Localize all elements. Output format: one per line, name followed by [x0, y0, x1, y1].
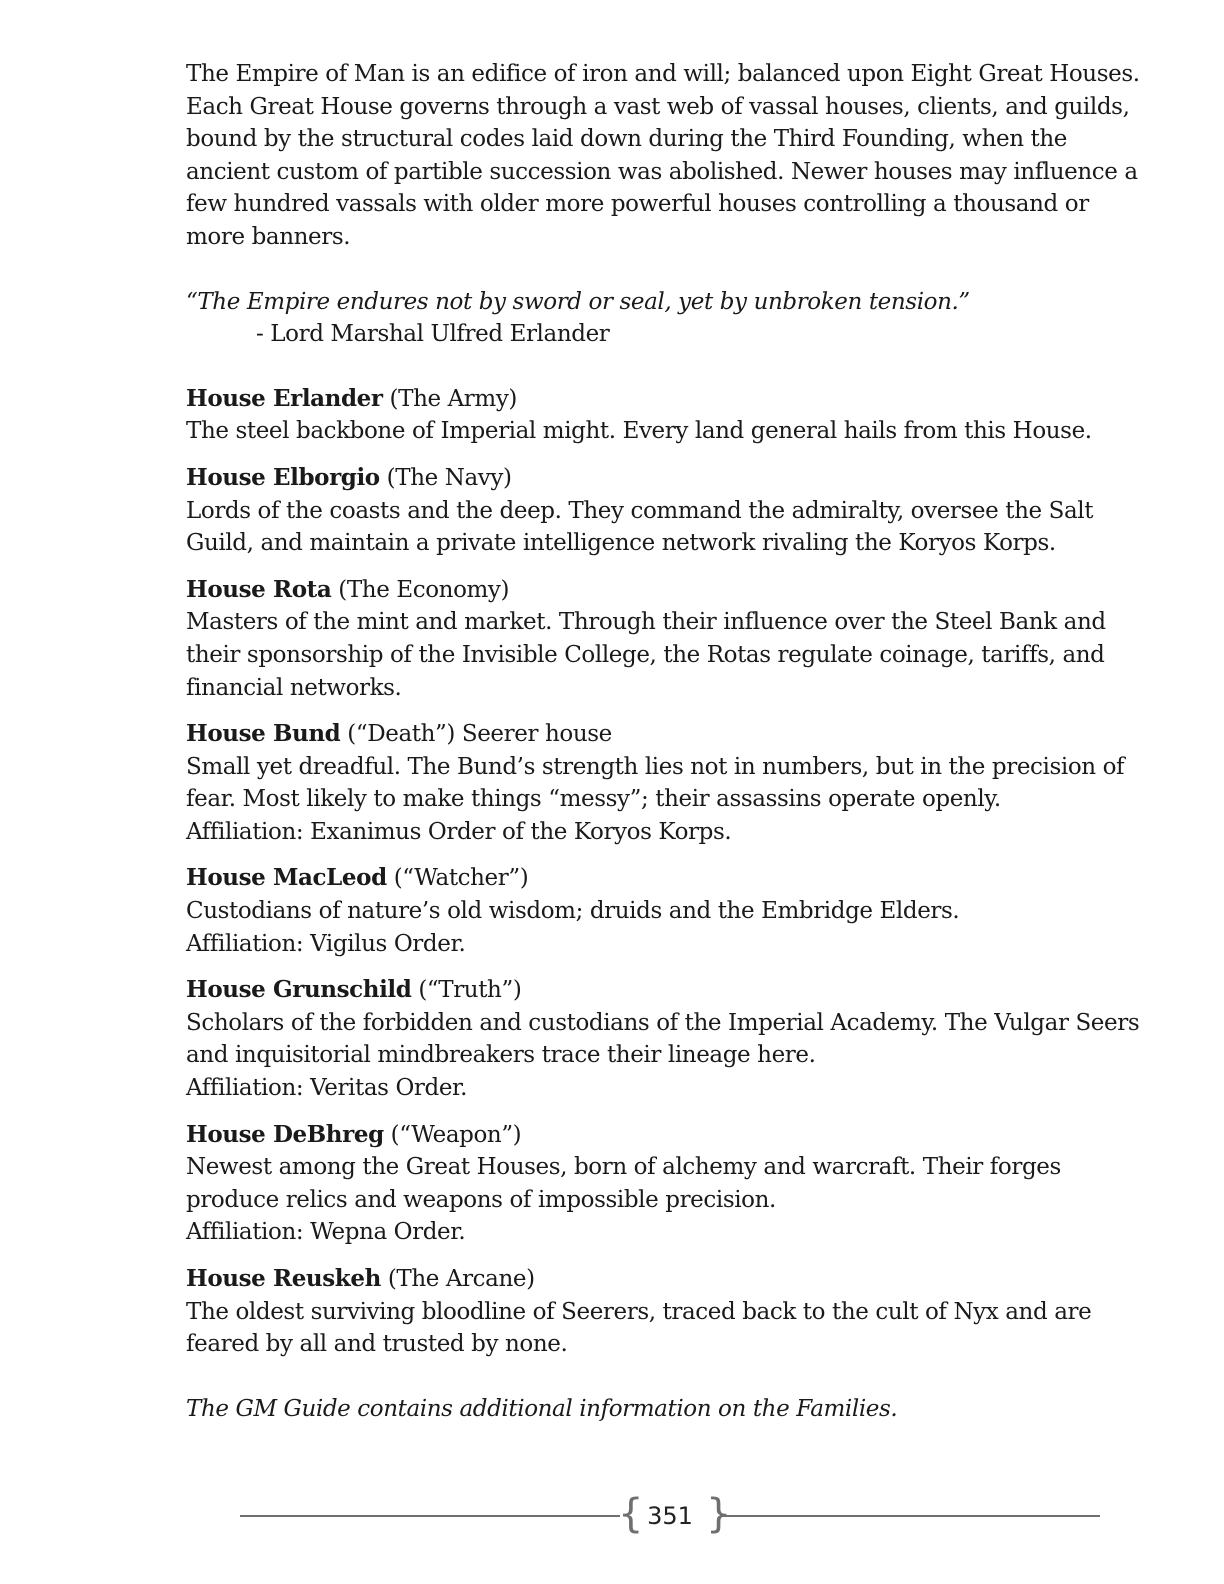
- house-description: The oldest surviving bloodline of Seerers, traced back to the cult of Nyx and are feared by all and trusted by none.: [186, 1298, 1092, 1358]
- house-name: House Grunschild: [186, 976, 412, 1004]
- house-affiliation: Affiliation: Exanimus Order of the Koryos Korps.: [186, 818, 732, 845]
- house-affiliation: Affiliation: Wepna Order.: [186, 1219, 466, 1246]
- page-number: 351: [647, 1502, 693, 1530]
- house-name: House Bund: [186, 720, 341, 748]
- house-entry: [186, 574, 1146, 704]
- epigraph-quote: “The Empire endures not by sword or seal, yet by unbroken tension.”: [186, 288, 970, 315]
- house-name: House MacLeod: [186, 864, 387, 892]
- right-brace-ornament: }: [706, 1491, 732, 1537]
- house-description: Custodians of nature’s old wisdom; druids and the Embridge Elders.: [186, 898, 960, 925]
- house-name: House Erlander: [186, 384, 383, 412]
- intro-paragraph: The Empire of Man is an edifice of iron and will; balanced upon Eight Great Houses. Each Great House governs through a vast web of vassal houses, clients, and guilds, bound by the structural codes laid down during the Third Founding, when the ancient custom of partible succession was abolished. Newer houses may influence a few hundred vassals with older more powerful houses controlling a thousand or more banners.: [186, 61, 1140, 250]
- house-tag: (“Truth”): [411, 977, 522, 1004]
- house-name: House Reuskeh: [186, 1265, 381, 1292]
- house-entry: [186, 862, 1146, 960]
- house-entry: [186, 974, 1146, 1104]
- house-tag: (“Death”) Seerer house: [340, 721, 612, 748]
- house-description: Masters of the mint and market. Through their influence over the Steel Bank and their sponsorship of the Invisible College, the Rotas regulate coinage, tariffs, and financial networks.: [186, 609, 1106, 701]
- house-tag: (“Weapon”): [383, 1121, 522, 1148]
- house-entry: [186, 1119, 1146, 1249]
- house-list: [186, 383, 1146, 1361]
- footer-rule-right: [720, 1515, 1100, 1517]
- house-entry: [186, 718, 1146, 848]
- page-body: [186, 58, 1146, 1425]
- epigraph-attribution: - Lord Marshal Ulfred Erlander: [256, 321, 610, 348]
- house-entry: [186, 383, 1146, 448]
- house-name: House DeBhreg: [186, 1120, 384, 1148]
- house-affiliation: Affiliation: Veritas Order.: [186, 1075, 468, 1102]
- house-name: House Rota: [186, 575, 332, 603]
- house-tag: (The Arcane): [380, 1266, 535, 1292]
- page-footer: [240, 1491, 1100, 1538]
- house-entry: [186, 462, 1146, 560]
- house-affiliation: Affiliation: Vigilus Order.: [186, 930, 466, 957]
- house-entry: [186, 1263, 1146, 1361]
- house-tag: (The Navy): [379, 464, 512, 491]
- house-tag: (“Watcher”): [386, 865, 529, 892]
- house-tag: (The Army): [382, 385, 517, 412]
- gm-guide-note: The GM Guide contains additional information on the Families.: [186, 1395, 898, 1422]
- house-description: Scholars of the forbidden and custodians of the Imperial Academy. The Vulgar Seers and inquisitorial mindbreakers trace their lineage here.: [186, 1009, 1140, 1069]
- left-brace-ornament: {: [618, 1491, 644, 1537]
- house-name: House Elborgio: [186, 463, 380, 491]
- house-description: Small yet dreadful. The Bund’s strength lies not in numbers, but in the precision of fear. Most likely to make things “messy”; their assassins operate openly.: [186, 753, 1125, 813]
- house-description: Lords of the coasts and the deep. They command the admiralty, oversee the Salt Guild, and maintain a private intelligence network rivaling the Koryos Korps.: [186, 497, 1094, 557]
- house-tag: (The Economy): [331, 576, 510, 603]
- house-description: Newest among the Great Houses, born of alchemy and warcraft. Their forges produce relics and weapons of impossible precision.: [186, 1154, 1061, 1213]
- house-description: The steel backbone of Imperial might. Every land general hails from this House.: [186, 418, 1092, 445]
- footer-rule-left: [240, 1515, 620, 1517]
